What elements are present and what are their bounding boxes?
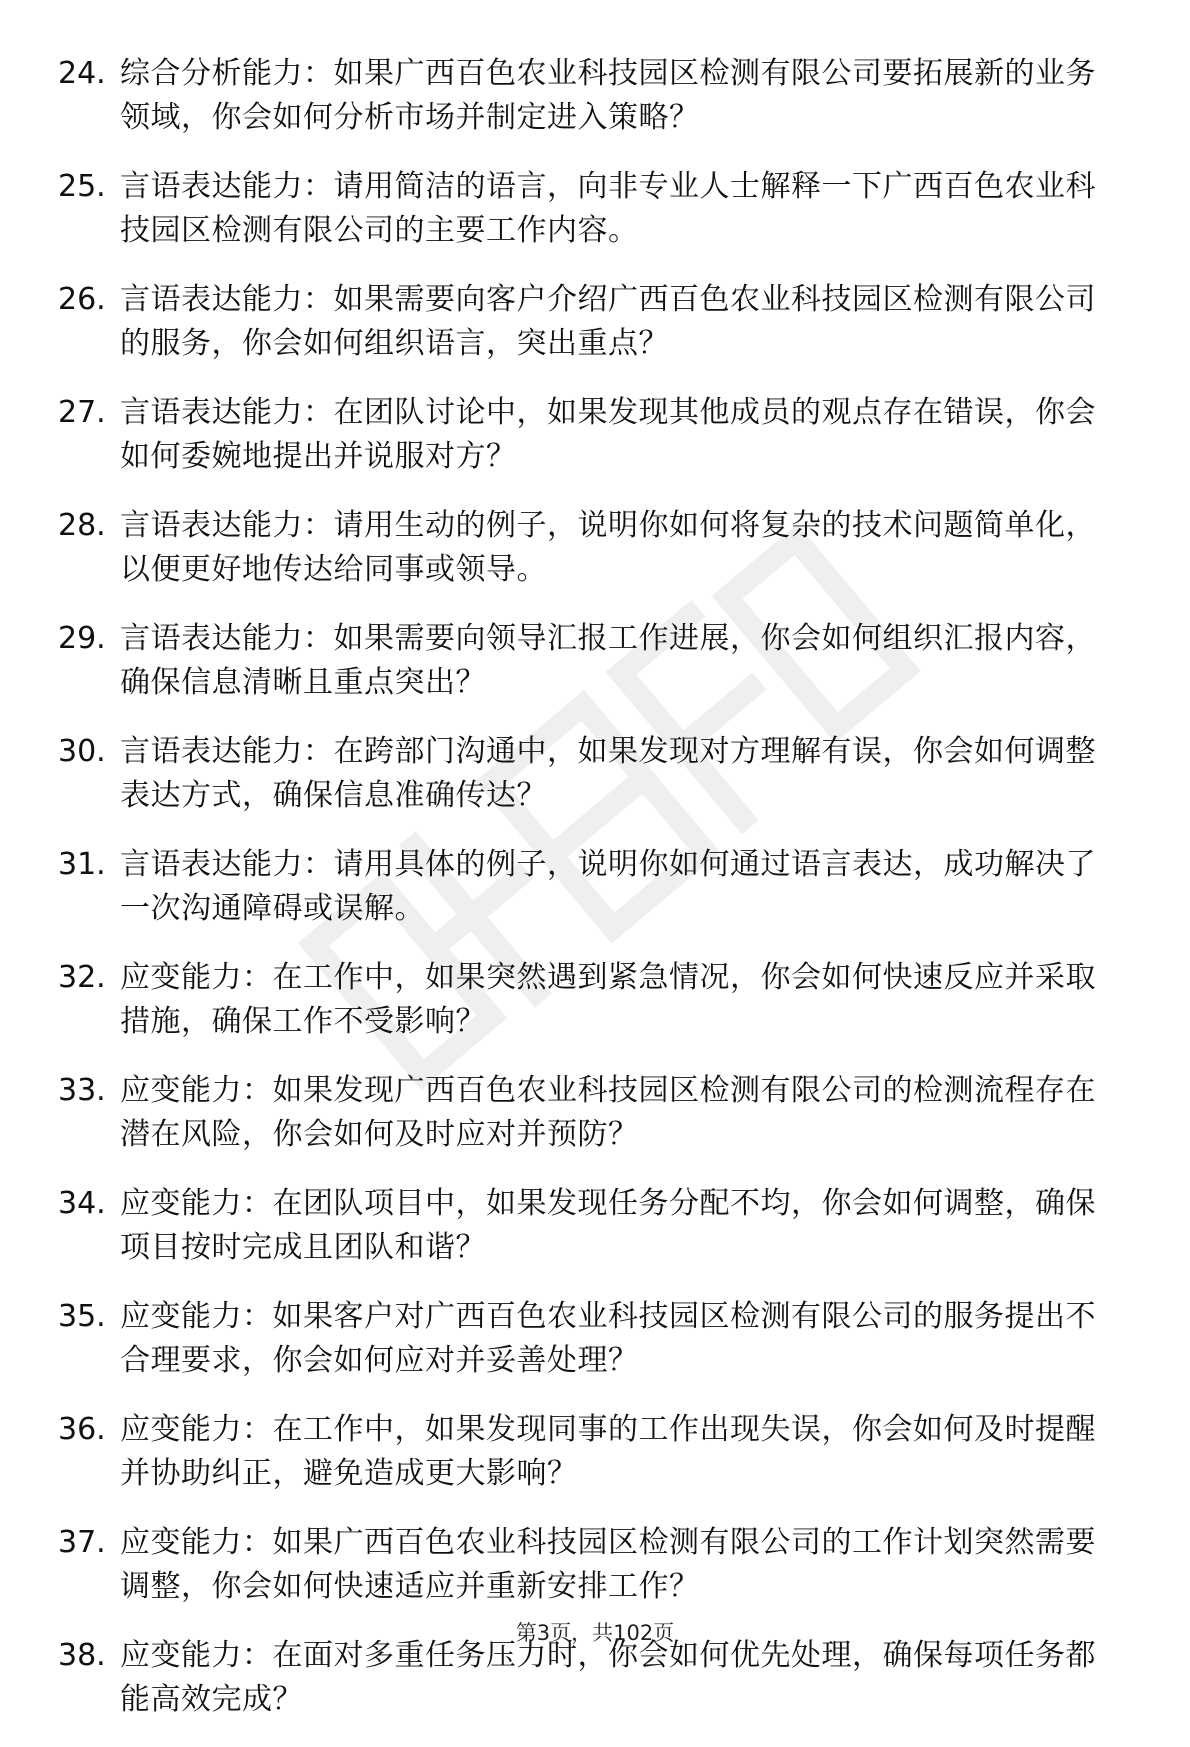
question-number: 29. [58,621,106,656]
question-text: 应变能力：在工作中，如果发现同事的工作出现失误，你会如何及时提醒并协助纠正，避免造成更大影响？ [120,1412,1096,1491]
question-text: 应变能力：如果发现广西百色农业科技园区检测有限公司的检测流程存在潜在风险，你会如何及时应对并预防？ [120,1073,1096,1152]
question-item [58,1069,1118,1157]
question-number: 27. [58,395,106,430]
question-text: 言语表达能力：请用简洁的语言，向非专业人士解释一下广西百色农业科技园区检测有限公司的主要工作内容。 [120,169,1096,248]
question-number: 24. [58,56,106,91]
question-item [58,730,1118,818]
question-item [58,52,1118,140]
question-list [58,52,1118,1747]
question-number: 35. [58,1299,106,1334]
question-number: 36. [58,1412,106,1447]
question-text: 言语表达能力：在跨部门沟通中，如果发现对方理解有误，你会如何调整表达方式，确保信息准确传达？ [120,734,1096,813]
page-indicator: 第3页，共102页 [515,1621,675,1645]
question-text: 言语表达能力：在团队讨论中，如果发现其他成员的观点存在错误，你会如何委婉地提出并说服对方？ [120,395,1096,474]
question-item [58,1408,1118,1496]
question-number: 25. [58,169,106,204]
question-number: 38. [58,1638,106,1673]
question-text: 言语表达能力：如果需要向客户介绍广西百色农业科技园区检测有限公司的服务，你会如何组织语言，突出重点？ [120,282,1096,361]
question-item [58,843,1118,931]
question-number: 30. [58,734,106,769]
question-number: 34. [58,1186,106,1221]
question-text: 言语表达能力：请用生动的例子，说明你如何将复杂的技术问题简单化，以便更好地传达给同事或领导。 [120,508,1096,587]
question-item [58,1295,1118,1383]
question-item [58,1521,1118,1609]
question-number: 32. [58,960,106,995]
question-item [58,391,1118,479]
question-number: 31. [58,847,106,882]
question-number: 37. [58,1525,106,1560]
question-text: 言语表达能力：请用具体的例子，说明你如何通过语言表达，成功解决了一次沟通障碍或误解。 [120,847,1096,926]
question-item [58,617,1118,705]
question-text: 应变能力：在工作中，如果突然遇到紧急情况，你会如何快速反应并采取措施，确保工作不受影响？ [120,960,1096,1039]
question-item [58,1182,1118,1270]
question-text: 言语表达能力：如果需要向领导汇报工作进展，你会如何组织汇报内容，确保信息清晰且重点突出？ [120,621,1096,700]
question-text: 应变能力：如果客户对广西百色农业科技园区检测有限公司的服务提出不合理要求，你会如何应对并妥善处理？ [120,1299,1096,1378]
question-text: 综合分析能力：如果广西百色农业科技园区检测有限公司要拓展新的业务领域，你会如何分析市场并制定进入策略？ [120,56,1096,135]
question-number: 26. [58,282,106,317]
question-number: 33. [58,1073,106,1108]
question-number: 28. [58,508,106,543]
question-item [58,1634,1118,1722]
question-text: 应变能力：如果广西百色农业科技园区检测有限公司的工作计划突然需要调整，你会如何快速适应并重新安排工作？ [120,1525,1096,1604]
question-item [58,165,1118,253]
question-text: 应变能力：在面对多重任务压力时，你会如何优先处理，确保每项任务都能高效完成？ [120,1638,1096,1717]
question-text: 应变能力：在团队项目中，如果发现任务分配不均，你会如何调整，确保项目按时完成且团队和谐？ [120,1186,1096,1265]
question-item [58,504,1118,592]
question-item [58,278,1118,366]
question-item [58,956,1118,1044]
